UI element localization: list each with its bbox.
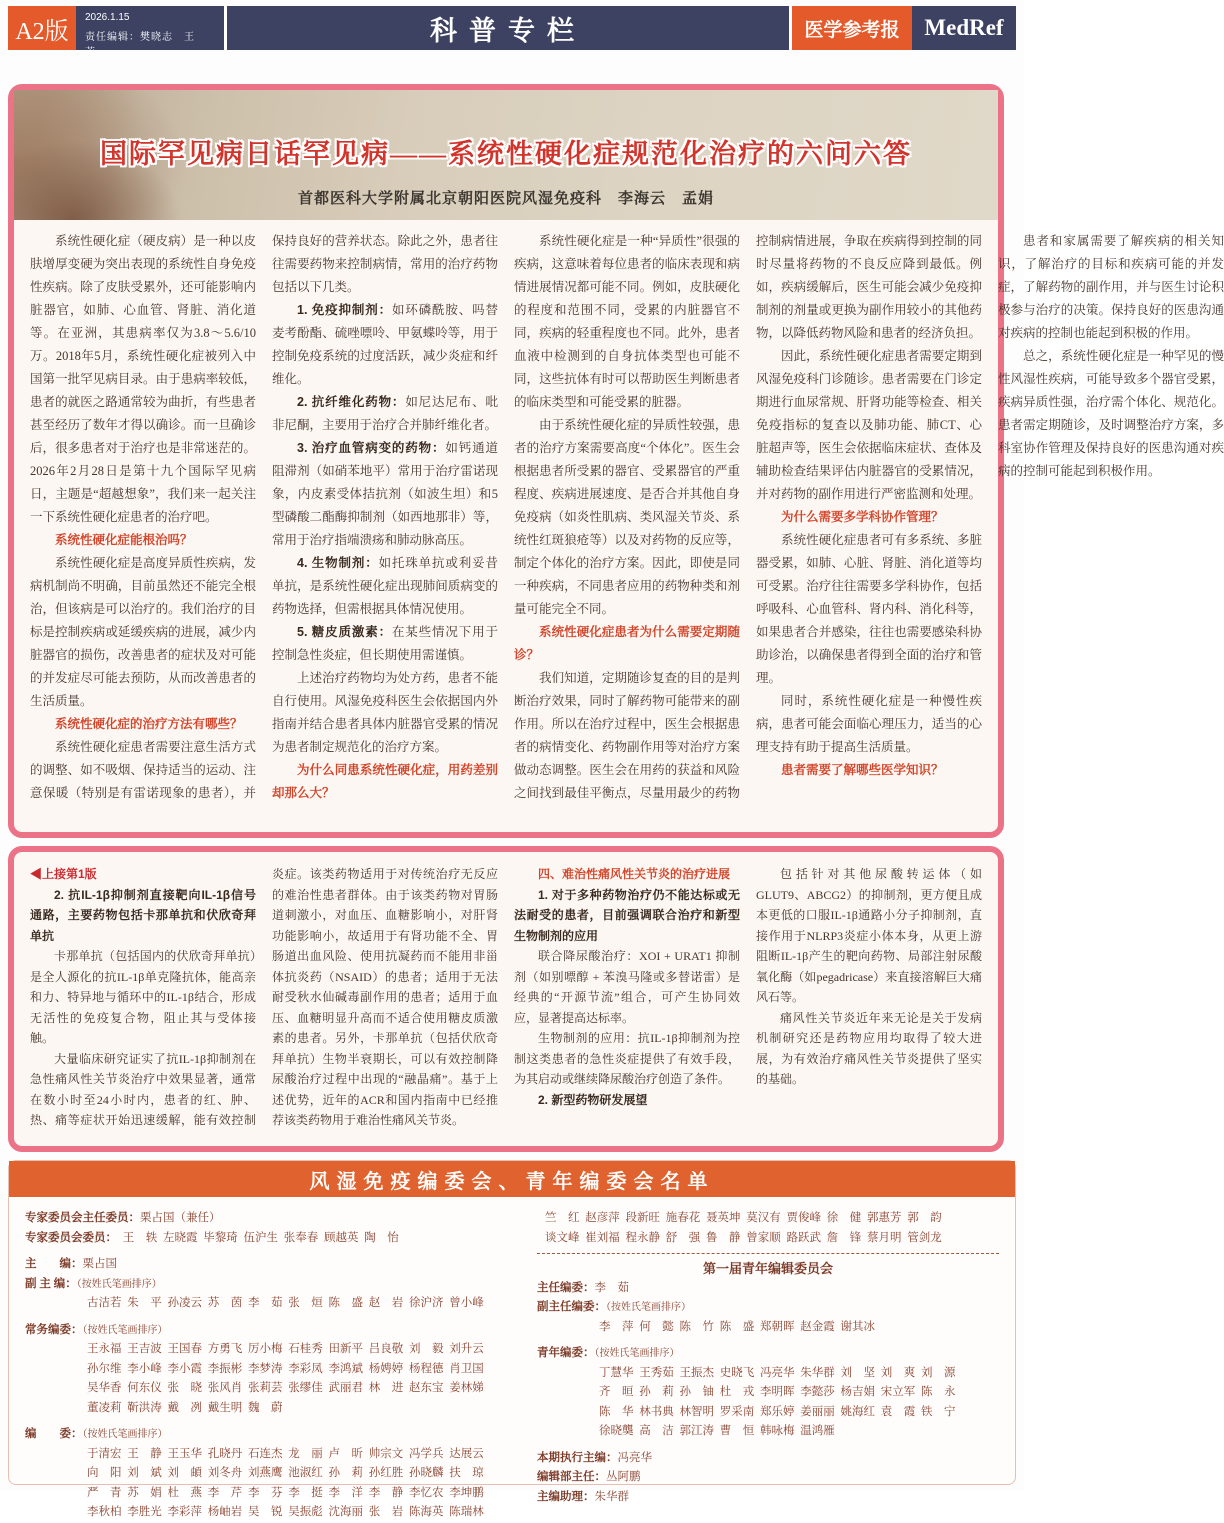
newspaper-name-cn: 医学参考报 (789, 6, 912, 50)
editorial-board-title: 风湿免疫编委会、青年编委会名单 (9, 1161, 1015, 1197)
board-line: 编辑部主任：丛阿鹏 (537, 1471, 641, 1483)
article-paragraph: 患者和家属需要了解疾病的相关知识，了解治疗的目标和疾病可能的并发症，了解药物的副作用，并与医生讨论积极参与治疗的决策。保持良好的医患沟通对疾病的控制也能起到积极的作用。 (998, 234, 1224, 340)
editorial-board-left-column (25, 1209, 503, 1523)
board-line: 李 萍 何 懿 陈 竹 陈 盛 郑朝晖 赵金霞 谢其冰 (599, 1320, 875, 1333)
board-line: 孙尔维 李小峰 李小霞 李振彬 李梦涛 李彩凤 李鸿斌 杨娉婷 杨程德 肖卫国 (87, 1362, 484, 1375)
article-paragraph: 3. 治疗血管病变的药物：如钙通道阻滞剂（如硝苯地平）常用于治疗雷诺现象，内皮素受体拮抗剂（如波生坦）和5型磷酸二酯酶抑制剂（如西地那非）等，常用于治疗指端溃疡和肺动脉高压。 (272, 441, 498, 547)
board-line: 于清宏 王 静 王玉华 孔晓丹 石连杰 龙 丽 卢 昕 帅宗文 冯学兵 达展云 (87, 1447, 484, 1460)
editorial-board-card (8, 1160, 1016, 1518)
board-line: 李秋柏 李胜光 李彩萍 杨岫岩 吴 锐 吴振彪 沈海丽 张 岩 陈海英 陈瑞林 (87, 1506, 484, 1518)
board-line: 副 主 编：（按姓氏笔画排序） (25, 1277, 162, 1290)
board-line: 主编助理：朱华群 (537, 1490, 629, 1503)
board-line: 主任编委：李 茹 (537, 1281, 629, 1294)
article-paragraph: 四、难治性痛风性关节炎的治疗进展 (538, 867, 731, 881)
main-article-card (8, 84, 1224, 838)
board-line: 徐晓龑 高 洁 郭江涛 曹 恒 韩咏梅 温鸿雁 (599, 1425, 835, 1437)
continuation-article-body (30, 864, 982, 1132)
board-line (537, 1248, 999, 1254)
article-paragraph: 系统性硬化症能根治吗？ (55, 533, 193, 547)
board-line: 竺 红 赵彦萍 段新旺 施春花 聂英坤 莫汉有 贾俊峰 徐 健 郭惠芳 郭 韵 (545, 1212, 942, 1224)
article-paragraph: 4. 生物制剂：如托珠单抗或利妥昔单抗，是系统性硬化症出现肺间质病变的药物选择，但需根据具体情况使用。 (272, 556, 498, 616)
article-paragraph: 由于系统性硬化症的异质性较强，患者的治疗方案需要高度“个体化”。医生会根据患者所受累的器官、受累器官的严重程度、疾病进展速度、是否合并其他自身免疫病（如炎性肌病、类风湿关节炎、系统性红斑狼疮等）以及对药物的反应等，制定个体化的治疗方案。因此，即使是同一种疾病，不同患者应用的药物种类和剂量可能完全不同。 (514, 418, 740, 616)
article-paragraph: 系统性硬化症（硬皮病）是一种以皮肤增厚变硬为突出表现的系统性自身免疫性疾病。除了皮肤受累外，还可能影响内脏器官，如肺、心血管、肾脏、消化道等。在亚洲，其患病率仅为3.8～5.6/10万。2018年5月，系统性硬化症被列入中国第一批罕见病目录。由于患病率较低，患者的就医之路通常较为曲折，有些患者甚至经历了数年才得以确诊。而一旦确诊后，很多患者对于治疗也是非常迷茫的。2026年2月28日是第十九个国际罕见病日，主题是“超越想象”，我们来一起关注一下系统性硬化症患者的治疗吧。 (30, 234, 256, 524)
article-paragraph: 系统性硬化症患者可有多系统、多脏器受累，如肺、心脏、肾脏、消化道等均可受累。治疗往往需要多学科协作，包括呼吸科、心血管科、肾内科、消化科等，如果患者合并感染，往往也需要感染科协助诊治，以确保患者得到全面的治疗和管理。 (756, 533, 982, 685)
article-paragraph: 总之，系统性硬化症是一种罕见的慢性风湿性疾病，可能导致多个器官受累，疾病异质性强，治疗需个体化、规范化。患者需定期随诊，及时调整治疗方案，多科室协作管理及保持良好的医患沟通对疾病的控制可能起到积极作用。 (998, 349, 1224, 478)
article-paragraph: 2. 抗纤维化药物：如尼达尼布、吡非尼酮，主要用于治疗合并肺纤维化者。 (272, 395, 498, 432)
article-body (30, 230, 1224, 822)
article-paragraph: 联合降尿酸治疗：XOI + URAT1 抑制剂（如别嘌醇 + 苯溴马隆或多替诺雷）是经典的“开源节流”组合，可产生协同效应，显著提高达标率。 (514, 949, 740, 1025)
article-paragraph: 2. 新型药物研发展望 (538, 1092, 648, 1107)
editorial-board-body (9, 1197, 1015, 1523)
board-line: 严 青 苏 娟 杜 燕 李 芹 李 芬 李 挺 李 洋 李 静 李忆农 李坤鹏 (87, 1486, 484, 1499)
article-paragraph: 同时，系统性硬化症是一种慢性疾病，患者可能会面临心理压力，适当的心理支持有助于提高生活质量。 (756, 694, 982, 754)
article-paragraph: 卡那单抗（包括国内的伏欣奇拜单抗）是全人源化的抗IL-1β单克隆抗体，能高亲和力、特异地与循环中的IL-1β结合，形成无活性的免疫复合物，阻止其与受体接触。 (30, 949, 256, 1045)
section-title: 科普专栏 (224, 6, 789, 50)
article-paragraph: 生物制剂的应用：抗IL-1β抑制剂为控制这类患者的急性炎症提供了有效手段，为其启动或继续降尿酸治疗创造了条件。 (514, 1031, 740, 1086)
board-line: 本期执行主编：冯亮华 (537, 1451, 652, 1464)
issue-date: 2026.1.15 (85, 12, 130, 23)
article-paragraph: 上述治疗药物均为处方药，患者不能自行使用。风湿免疫科医生会依据国内外指南并结合患者具体内脏器官受累的情况为患者制定规范化的治疗方案。 (272, 671, 498, 754)
article-paragraph: 包括针对其他尿酸转运体（如GLUT9、ABCG2）的抑制剂，更方便且成本更低的口服IL-1β通路小分子抑制剂，直接作用于NLRP3炎症小体本身，从更上游阻断IL-1β产生的靶向药物、局部注射尿酸氧化酶（如pegadricase）来直接溶解巨大痛风石等。 (756, 867, 982, 1004)
board-line: 谈文峰 崔刘福 程永静 舒 强 鲁 静 曾家顺 路跃武 詹 锋 蔡月明 管剑龙 (545, 1231, 942, 1244)
board-line: 向 阳 刘 斌 刘 頔 刘冬舟 刘燕鹰 池淑红 孙 莉 孙红胜 孙晓麟 扶 琼 (87, 1467, 484, 1479)
article-paragraph: 患者需要了解哪些医学知识？ (781, 763, 944, 777)
board-line: 专家委员会主任委员：栗占国（兼任） (25, 1212, 221, 1224)
board-line: 编 委：（按姓氏笔画排序） (25, 1428, 168, 1440)
board-line: 齐 晅 孙 莉 孙 铀 杜 戎 李明晖 李懿莎 杨吉娟 宋立军 陈 永 (599, 1386, 956, 1398)
article-paragraph: 1. 对于多种药物治疗仍不能达标或无法耐受的患者，目前强调联合治疗和新型生物制剂的应用 (514, 887, 740, 943)
article-paragraph: 系统性硬化症是一种“异质性”很强的疾病，这意味着每位患者的临床表现和病情进展情况都可能不同。例如，皮肤硬化的程度和范围不同，受累的内脏器官不同，疾病的轻重程度也不同。此外，患者血液中检测到的自身抗体类型也可能不同，这些抗体有时可以帮助医生判断患者的临床类型和可能受累的脏器。 (514, 234, 740, 409)
board-line: 副主任编委：（按姓氏笔画排序） (537, 1301, 691, 1313)
board-line: 王永福 王吉波 王国春 方勇飞 厉小梅 石桂秀 田新平 吕良敬 刘 毅 刘升云 (87, 1343, 484, 1355)
article-paragraph: 1. 免疫抑制剂：如环磷酰胺、吗替麦考酚酯、硫唑嘌呤、甲氨蝶呤等，用于控制免疫系统的过度活跃，减少炎症和纤维化。 (272, 303, 498, 386)
article-byline: 首都医科大学附属北京朝阳医院风湿免疫科 李海云 孟娟 (297, 191, 714, 207)
article-paragraph: 系统性硬化症是高度异质性疾病，发病机制尚不明确，目前虽然还不能完全根治，但该病是可以治疗的。我们治疗的目标是控制疾病或延缓疾病的进展，减少内脏器官的损伤，改善患者的症状及对可能的并发症尽可能去预防，从而改善患者的生活质量。 (30, 556, 256, 708)
board-line: 古洁若 朱 平 孙凌云 苏 茵 李 茹 张 烜 陈 盛 赵 岩 徐沪济 曾小峰 (87, 1297, 484, 1309)
page-number-badge: A2版 (8, 6, 76, 50)
newspaper-name-en: MedRef (924, 15, 1004, 40)
board-line: 主 编：栗占国 (25, 1258, 117, 1270)
article-paragraph: 5. 糖皮质激素：在某些情况下用于控制急性炎症，但长期使用需谨慎。 (272, 625, 498, 662)
board-line: 常务编委：（按姓氏笔画排序） (25, 1323, 168, 1336)
article-paragraph: 我们知道，定期随诊复查的目的是判断治疗效果，同时了解药物可能带来的副作用。所以在治疗过程中，医生会根据患者的病情变化、药物副作用等对治疗方案做动态调整。医生会在用药的获益和风险之间找到最佳平衡点，尽量用最少的药物控制病情进展，争取在疾病得到控制的同时尽量将药物的不良反应降到最低。例如，疾病缓解后，医生可能会减少免疫抑制剂的剂量或更换为副作用较小的其他药物，以降低药物风险和患者的经济负担。 (514, 234, 982, 800)
article-paragraph: 大量临床研究证实了抗IL-1β抑制剂在急性痛风性关节炎治疗中效果显著，通常在数小时至24小时内，患者的红、肿、热、痛等症状开始迅速缓解，能有效控制炎症。该类药物适用于对传统治疗无反应的难治性患者群体。由于该类药物对胃肠道刺激小，对血压、血糖影响小，对肝肾功能影响小，故适用于有肾功能不全、胃肠道出血风险、使用抗凝药而不能用非甾体抗炎药（NSAID）的患者；适用于无法耐受秋水仙碱毒副作用的患者；适用于血压、血糖明显升高而不适合使用糖皮质激素的患者。另外，卡那单抗（包括伏欣奇拜单抗）生物半衰期长，可以有效控制降尿酸治疗过程中出现的“融晶痛”。基于上述优势，近年的ACR和国内指南中已经推荐该类药物用于难治性痛风关节炎。 (30, 867, 498, 1127)
masthead-meta (76, 6, 224, 58)
board-line: 丁慧华 王秀茹 王振杰 史晓飞 冯亮华 朱华群 刘 坚 刘 爽 刘 源 (599, 1366, 956, 1379)
article-paragraph: 痛风性关节炎近年来无论是关于发病机制研究还是药物应用均取得了较大进展，为有效治疗痛风性关节炎提供了坚实的基础。 (756, 1010, 982, 1086)
board-line: 董凌莉 靳洪涛 戴 冽 戴生明 魏 蔚 (87, 1401, 283, 1414)
article-paragraph: 系统性硬化症的治疗方法有哪些？ (55, 717, 243, 731)
editorial-board-right-column (537, 1209, 999, 1523)
article-paragraph: 2. 抗IL-1β抑制剂直接靶向IL-1β信号通路，主要药物包括卡那单抗和伏欣奇拜单抗 (30, 887, 256, 943)
article-paragraph: 为什么需要多学科协作管理？ (781, 510, 944, 524)
article-paragraph: 为什么同患系统性硬化症，用药差别却那么大？ (272, 763, 498, 800)
article-paragraph: 系统性硬化症患者需要注意生活方式的调整、如不吸烟、保持适当的运动、注意保暖（特别是有雷诺现象的患者），并保持良好的营养状态。除此之外，患者往往需要药物来控制病情，常用的治疗药物包括以下几类。 (30, 234, 498, 800)
article-title: 国际罕见病日话罕见病——系统性硬化症规范化治疗的六问六答 (100, 139, 912, 169)
board-line: 青年编委：（按姓氏笔画排序） (537, 1347, 680, 1359)
continuation-article-card (8, 846, 1004, 1152)
board-line: 吴华香 何东仪 张 晓 张风肖 张莉芸 张缪佳 武丽君 林 进 赵东宝 姜林娣 (87, 1382, 484, 1394)
board-line: 第一届青年编辑委员会 (702, 1261, 833, 1276)
article-paragraph: 因此，系统性硬化症患者需要定期到风湿免疫科门诊随诊。患者需要在门诊定期进行血尿常规、肝肾功能等检查、相关免疫指标的复查以及肺功能、肺CT、心脏超声等，医生会依据临床症状、查体及辅助检查结果评估内脏器官的受累情况，并对药物的副作用进行严密监测和处理。 (756, 349, 982, 501)
board-line: 专家委员会委员： 王 轶 左晓霞 毕黎琦 伍沪生 张奉春 顾越英 陶 怡 (25, 1231, 399, 1244)
article-paragraph: 系统性硬化症患者为什么需要定期随诊？ (514, 625, 740, 662)
article-paragraph: ◀上接第1版 (30, 867, 97, 881)
responsible-editors: 责任编辑：樊晓志 王 芳 (85, 32, 206, 58)
board-line: 陈 华 林书典 林智明 罗采南 郑乐婷 姜丽丽 姚海红 袁 霞 铁 宁 (599, 1405, 956, 1418)
masthead (8, 6, 1016, 58)
article-banner-image (14, 90, 998, 220)
